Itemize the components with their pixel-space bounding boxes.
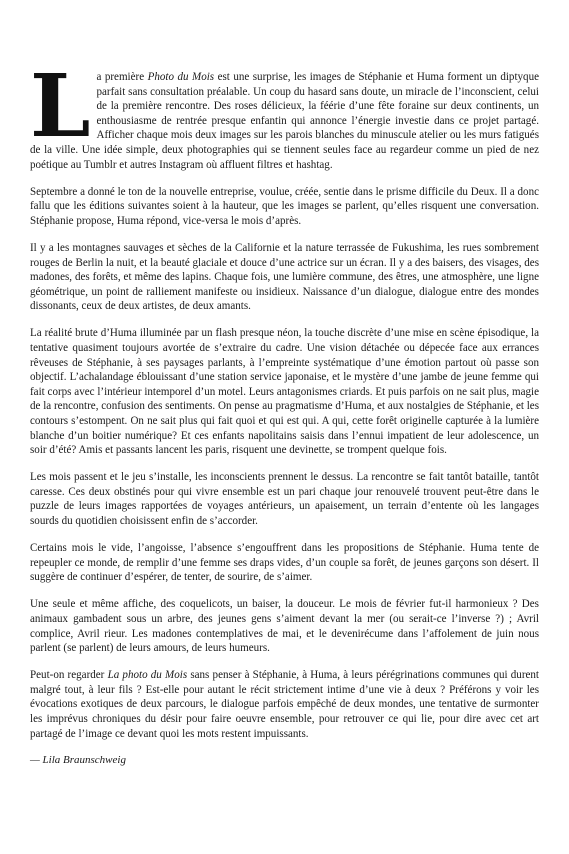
author-signature: — Lila Braunschweig (30, 753, 126, 766)
paragraph-2: Septembre a donné le ton de la nouvelle entreprise, voulue, créée, sentie dans le prisme difficile du Deux. Il a donc fallu que les éditions suivantes soient à la hauteur, que les images se parlent, qu’elles risquent une conversation. Stéphanie propose, Huma répond, vice-versa le mois d’après. (30, 185, 539, 227)
drop-cap: L (30, 56, 91, 157)
paragraph-8-text-a: Peut-on regarder (30, 669, 108, 682)
paragraph-7: Une seule et même affiche, des coquelicots, un baiser, la douceur. Le mois de février fut-il harmonieux ? Des animaux gambadent sous un arbre, des jeunes gens s’aiment devant la mer (ou serait-ce l’inverse ?) ; Avril complice, Avril rieur. Les madones contemplatives de mai, et le devenirécume dans l’affolement de juin nous parlent (se parlent) de leurs amours, de leurs humeurs. (30, 598, 539, 655)
title-la-photo-du-mois: La photo du Mois (107, 669, 188, 682)
paragraph-1 (30, 56, 539, 172)
paragraph-5: Les mois passent et le jeu s’installe, les inconscients prennent le dessus. La rencontre se fait tantôt bataille, tantôt caresse. Ces deux obstinés pour qui vivre ensemble est un pari chaque jour renouvelé trouvent peut-être dans le puzzle de leurs images rapportées de voyages antérieurs, un apaisement, un terrain d’entente où les langages sourds du quotidien choisissent enfin de s’accorder. (30, 471, 539, 528)
article-body (30, 56, 539, 766)
paragraph-8-text-b: sans penser à Stéphanie, à Huma, à leurs pérégrinations communes qui durent malgré tout, à leur fils ? Est-elle pour autant le récit strictement intime d’une vie à deux ? Préférons y voir les évocations exotiques de deux parcours, le dialogue parfois empêché de deux mondes, une tentative de surmonter les imprévus chroniques du désir pour faire oeuvre ensemble, pour retrouver ce qui lie, pour dire avec cet art partagé de l’image ce devant quoi les mots restent impuissants. (30, 669, 539, 740)
paragraph-6: Certains mois le vide, l’angoisse, l’absence s’engouffrent dans les propositions de Stéphanie. Huma tente de repeupler ce monde, de remplir d’une femme ses draps vides, d’un couple sa forêt, de jeunes garçons son désert. Il suggère de continuer d’espérer, de tenter, de sourire, de s’aimer. (30, 542, 539, 584)
paragraph-1-text-a: a première (96, 71, 148, 83)
paragraph-8 (30, 668, 539, 741)
paragraph-1-text-b: est une surprise, les images de Stéphanie et Huma forment un diptyque parfait sans consultation préalable. Un coup du hasard sans doute, un miracle de l’inconscient, celui de la première rencontre. Des roses délicieux, la féérie d’une fête foraine sur deux continents, un enthousiasme de rentrée presque enfantin qui annonce l’énergie investie dans ce projet partagé. Afficher chaque mois deux images sur les parois blanches du minuscule atelier ou les murs fatigués de la ville. Une idée simple, deux photographies qui se tiennent seules face au regardeur comme un pied de nez poétique au Tumblr et autres Instagram où affluent filtres et hashtag. (30, 71, 539, 171)
title-photo-du-mois: Photo du Mois (147, 71, 215, 83)
paragraph-3: Il y a les montagnes sauvages et sèches de la Californie et la nature terrassée de Fukushima, les rues sombrement rouges de Berlin la nuit, et la beauté glaciale et douce d’une actrice sur un écran. Il y a des baisers, des visages, des madones, des forêts, et même des lapins. Chaque fois, une lumière commune, des êtres, une atmosphère, une ligne géométrique, un point de ralliement manifeste ou insidieux. Naissance d’un dialogue, dialogue entre des mondes dissonants, ceux de deux artistes, de deux amants. (30, 241, 539, 313)
paragraph-4: La réalité brute d’Huma illuminée par un flash presque néon, la touche discrète d’une mise en scène épisodique, la tentative quasiment toujours avortée de s’extraire du cadre. Une vision détachée ou dépecée face aux errances rêveuses de Stéphanie, à ses paysages parlants, à l’empreinte systématique d’une émotion partout où passe son objectif. L’achalandage éblouissant d’une station service japonaise, et le mystère d’une jambe de jeune femme qui fait corps avec l’intérieur intemporel d’un motel. Leurs antagonismes criards. Et puis parfois on ne sait plus, magie de la rencontre, confusion des sentiments. On pense au pragmatisme d’Huma, et aux nostalgies de Stéphanie, et les contours s’estompent. On ne sait plus qui fait quoi et qui est qui. A qui, cette forêt originelle capturée à la lumière blanche d’un boitier numérique? Et ces enfants napolitains saisis dans l’ennui impatient de leur adolescence, un soir d’été? Amis et passants lancent les paris, risquent une devinette, se trompent quelque fois. (30, 327, 539, 457)
